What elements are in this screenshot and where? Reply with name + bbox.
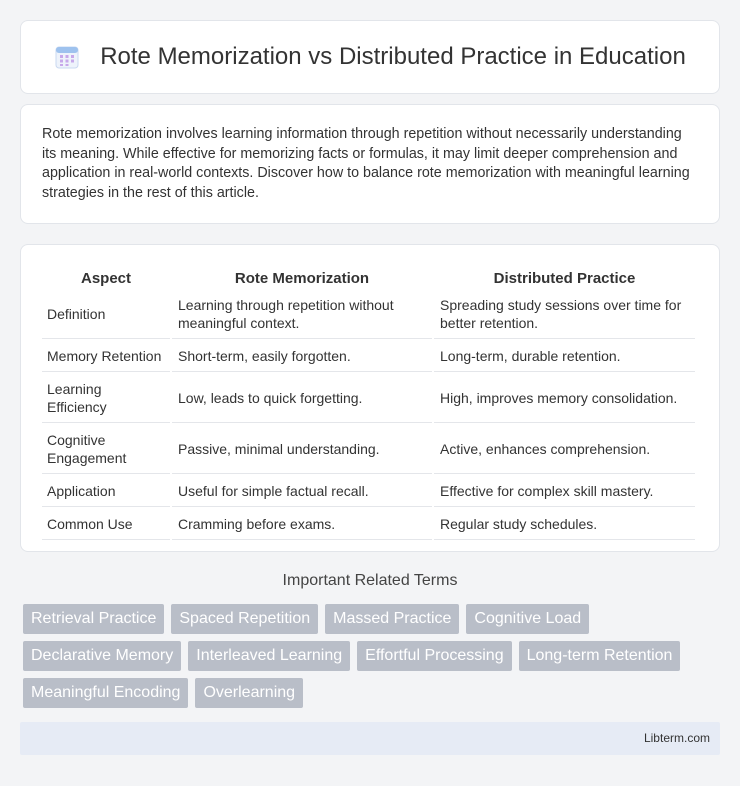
table-cell: High, improves memory consolidation. [434, 374, 695, 423]
table-row [42, 476, 695, 507]
table-header-row [42, 266, 695, 288]
related-terms-title: Important Related Terms [282, 572, 458, 589]
comparison-table [40, 264, 697, 542]
tag-link[interactable]: Effortful Processing [357, 641, 511, 671]
table-cell: Passive, minimal understanding. [172, 425, 432, 474]
intro-card [20, 104, 720, 224]
table-cell: Learning Efficiency [42, 374, 170, 423]
table-row [42, 374, 695, 423]
comparison-card [20, 244, 720, 552]
table-cell: Learning through repetition without meaningful context. [172, 290, 432, 339]
table-cell: Definition [42, 290, 170, 339]
tag-row [23, 678, 703, 708]
table-cell: Cognitive Engagement [42, 425, 170, 474]
tag-row [23, 604, 703, 634]
footer-site-link[interactable]: Libterm.com [643, 731, 710, 745]
tag-link[interactable]: Cognitive Load [466, 604, 589, 634]
tag-link[interactable]: Meaningful Encoding [23, 678, 188, 708]
tag-row [23, 641, 703, 671]
tag-link[interactable]: Overlearning [195, 678, 303, 708]
table-cell: Spreading study sessions over time for better retention. [434, 290, 695, 339]
tag-link[interactable]: Spaced Repetition [171, 604, 318, 634]
table-cell: Effective for complex skill mastery. [434, 476, 695, 507]
title-card [20, 20, 720, 94]
footer [20, 722, 720, 755]
table-row [42, 341, 695, 372]
tag-link[interactable]: Massed Practice [325, 604, 459, 634]
table-cell: Short-term, easily forgotten. [172, 341, 432, 372]
tag-link[interactable]: Interleaved Learning [188, 641, 350, 671]
table-row [42, 290, 695, 339]
table-cell: Common Use [42, 509, 170, 540]
related-terms [23, 604, 703, 715]
table-cell: Useful for simple factual recall. [172, 476, 432, 507]
table-cell: Cramming before exams. [172, 509, 432, 540]
table-row [42, 509, 695, 540]
table-cell: Memory Retention [42, 341, 170, 372]
table-cell: Long-term, durable retention. [434, 341, 695, 372]
column-header: Rote Memorization [234, 270, 370, 287]
table-row [42, 425, 695, 474]
calendar-icon [54, 44, 80, 70]
table-cell: Application [42, 476, 170, 507]
intro-text: Rote memorization involves learning information through repetition without necessarily understanding its meaning. While effective for memorizing facts or formulas, it may limit deeper comprehension and application in real-world contexts. Discover how to balance rote memorization with meaningful learning strategies in the rest of this article. [42, 126, 690, 201]
table-cell: Low, leads to quick forgetting. [172, 374, 432, 423]
tag-link[interactable]: Declarative Memory [23, 641, 181, 671]
tag-link[interactable]: Long-term Retention [519, 641, 681, 671]
tag-link[interactable]: Retrieval Practice [23, 604, 164, 634]
column-header: Distributed Practice [493, 270, 636, 287]
column-header: Aspect [80, 270, 132, 287]
table-cell: Active, enhances comprehension. [434, 425, 695, 474]
table-cell: Regular study schedules. [434, 509, 695, 540]
page-title: Rote Memorization vs Distributed Practice in Education [100, 43, 686, 70]
